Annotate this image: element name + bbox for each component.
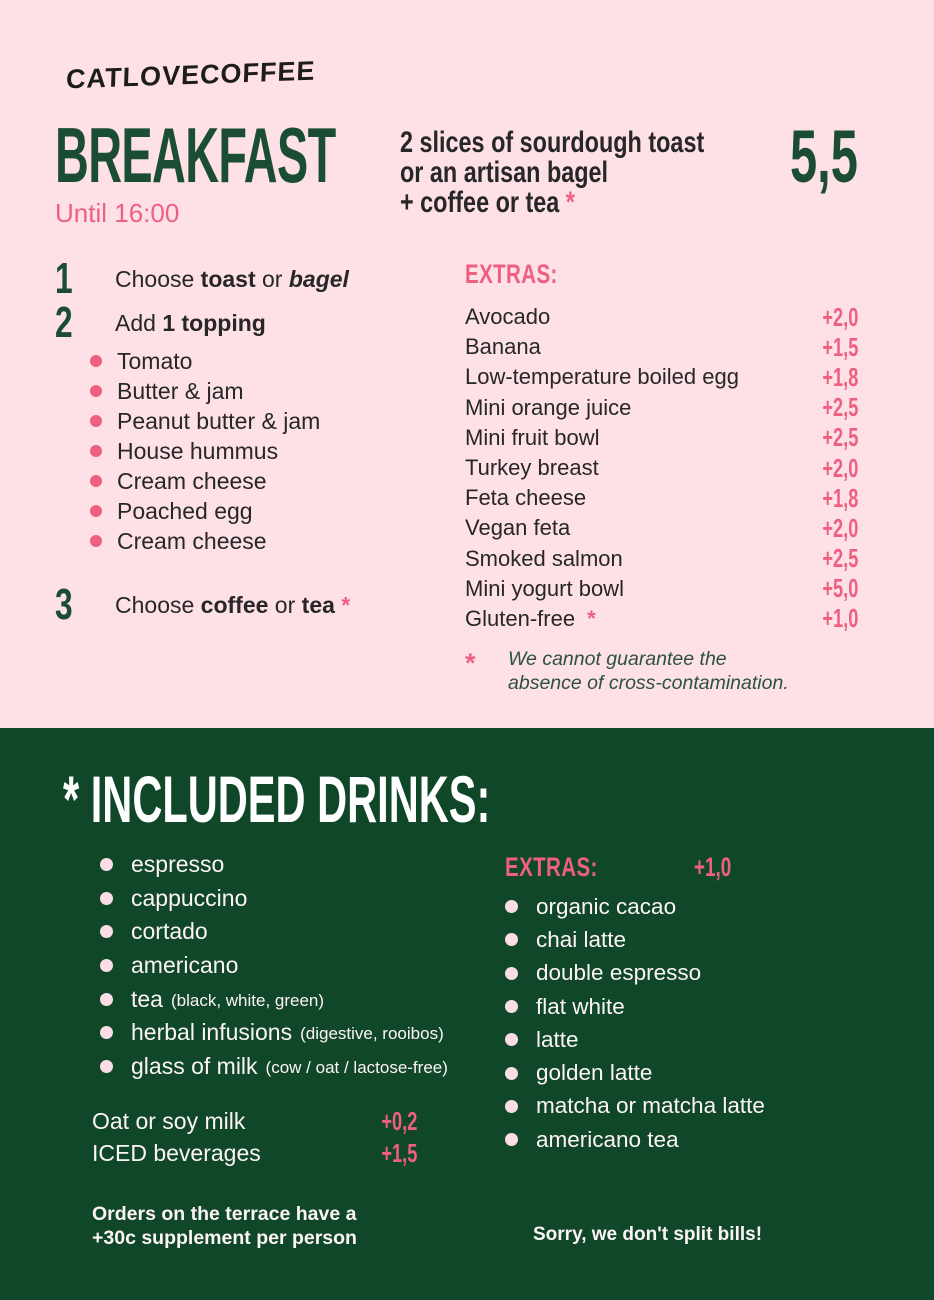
drink-variants-note: (black, white, green)	[170, 990, 325, 1010]
drink-extra-name: golden latte	[536, 1060, 653, 1086]
topping-label: Peanut butter & jam	[117, 407, 321, 434]
topping-list-item	[90, 346, 425, 376]
serving-hours: Until 16:00	[55, 198, 180, 228]
extras-row	[465, 332, 858, 362]
supplement-name: Oat or soy milk	[92, 1107, 246, 1134]
drink-name: americano	[131, 952, 239, 979]
bullet-dot-icon	[90, 415, 102, 427]
topping-label: Cream cheese	[117, 527, 267, 554]
bullet-dot-icon	[505, 933, 518, 946]
topping-label: Tomato	[117, 347, 193, 374]
included-drink-item	[100, 848, 448, 882]
drink-extra-name: organic cacao	[536, 893, 677, 919]
extra-price: +1,5	[822, 331, 858, 362]
drink-extras-price: +1,0	[693, 852, 731, 882]
drink-extra-name: americano tea	[536, 1126, 679, 1152]
extras-row	[465, 393, 858, 423]
bullet-dot-icon	[100, 925, 113, 938]
extra-price: +2,0	[822, 512, 858, 543]
step-1	[55, 254, 425, 303]
bullet-dot-icon	[90, 535, 102, 547]
drink-extra-item	[505, 1023, 805, 1056]
extras-row	[465, 302, 858, 332]
bullet-dot-icon	[90, 505, 102, 517]
extra-name: Avocado	[465, 304, 551, 330]
drink-extra-item	[505, 890, 805, 923]
step-3-number: 3	[55, 580, 73, 629]
extra-price: +1,0	[822, 603, 858, 634]
extras-price-list	[465, 302, 858, 634]
step-2	[55, 298, 425, 347]
terrace-supplement-note: Orders on the terrace have a +30c supplement per person	[92, 1203, 357, 1249]
breakfast-title-text: BREAKFAST	[55, 111, 336, 199]
extra-name: Turkey breast	[465, 455, 599, 481]
included-drink-item	[100, 882, 448, 916]
extras-heading: EXTRAS:	[465, 259, 558, 289]
extra-name: Banana	[465, 334, 541, 360]
footnote-asterisk: *	[465, 648, 476, 678]
bullet-dot-icon	[100, 959, 113, 972]
offer-line-3: + coffee or tea *	[400, 186, 575, 219]
step-3-text: Choose coffee or tea *	[115, 592, 351, 618]
drink-extras-heading: EXTRAS:	[505, 852, 598, 882]
bullet-dot-icon	[90, 475, 102, 487]
bullet-dot-icon	[505, 967, 518, 980]
offer-description	[400, 128, 790, 218]
step-1-text: Choose toast or bagel	[115, 266, 349, 292]
footnote-text: We cannot guarantee the absence of cross-contamination.	[508, 648, 789, 694]
drink-extra-item	[505, 957, 805, 990]
included-drink-item	[100, 949, 448, 983]
drink-name: tea	[131, 985, 163, 1012]
extra-price: +1,8	[822, 361, 858, 392]
drink-name: cortado	[131, 918, 208, 945]
drink-name: herbal infusions	[131, 1019, 293, 1046]
drink-extra-item	[505, 1123, 805, 1156]
step-2-number: 2	[55, 298, 73, 347]
extras-row	[465, 513, 858, 543]
extra-price: +2,5	[822, 422, 858, 453]
extra-name: Mini fruit bowl	[465, 424, 600, 450]
extra-name: Mini orange juice	[465, 394, 632, 420]
topping-label: Cream cheese	[117, 467, 267, 494]
bullet-dot-icon	[100, 1060, 113, 1073]
topping-list-item	[90, 526, 425, 556]
drink-extra-item	[505, 1056, 805, 1089]
extras-row	[465, 453, 858, 483]
topping-options-list	[90, 346, 425, 556]
supplement-name: ICED beverages	[92, 1140, 261, 1167]
extra-name: Vegan feta	[465, 515, 571, 541]
split-bills-note: Sorry, we don't split bills!	[533, 1224, 763, 1245]
bullet-dot-icon	[90, 445, 102, 457]
drink-extra-name: matcha or matcha latte	[536, 1093, 765, 1119]
supplement-row	[92, 1138, 417, 1171]
bullet-dot-icon	[505, 1000, 518, 1013]
ordering-steps	[55, 254, 425, 629]
extras-row	[465, 423, 858, 453]
topping-list-item	[90, 436, 425, 466]
drink-name: espresso	[131, 851, 225, 878]
topping-list-item	[90, 376, 425, 406]
drink-variants-note: (cow / oat / lactose-free)	[265, 1057, 448, 1077]
extra-name: Smoked salmon	[465, 545, 623, 571]
supplement-price: +0,2	[381, 1105, 417, 1136]
topping-label: Butter & jam	[117, 377, 244, 404]
drink-name: cappuccino	[131, 884, 248, 911]
step-1-number: 1	[55, 254, 73, 303]
footnote-asterisk: *	[565, 186, 575, 219]
extra-name: Low-temperature boiled egg	[465, 364, 739, 390]
extra-price: +2,5	[822, 392, 858, 423]
drink-name: glass of milk	[131, 1052, 258, 1079]
extra-price: +1,8	[822, 482, 858, 513]
extras-row	[465, 604, 858, 634]
bullet-dot-icon	[90, 355, 102, 367]
bullet-dot-icon	[100, 993, 113, 1006]
bullet-dot-icon	[100, 858, 113, 871]
extras-row	[465, 362, 858, 392]
bullet-dot-icon	[90, 385, 102, 397]
bullet-dot-icon	[505, 1133, 518, 1146]
extra-price: +2,5	[822, 543, 858, 574]
topping-label: Poached egg	[117, 497, 253, 524]
extra-name: Mini yogurt bowl	[465, 575, 624, 601]
drink-extras-header	[505, 852, 731, 882]
offer-line-1: 2 slices of sourdough toast	[400, 126, 705, 159]
bullet-dot-icon	[100, 892, 113, 905]
footnote-asterisk: *	[334, 592, 351, 618]
topping-list-item	[90, 466, 425, 496]
drink-extra-name: latte	[536, 1026, 579, 1052]
topping-list-item	[90, 496, 425, 526]
supplement-price: +1,5	[381, 1138, 417, 1169]
step-2-text: Add 1 topping	[115, 310, 266, 336]
drink-extra-name: flat white	[536, 993, 625, 1019]
included-drinks-section	[0, 728, 934, 1300]
drink-extra-item	[505, 923, 805, 956]
bullet-dot-icon	[100, 1026, 113, 1039]
brand-logo: CATLOVECOFFEE	[65, 55, 316, 95]
drink-extra-name: double espresso	[536, 960, 702, 986]
extras-row	[465, 544, 858, 574]
bullet-dot-icon	[505, 1033, 518, 1046]
footnote-asterisk: *	[581, 605, 596, 631]
extra-price: +2,0	[822, 301, 858, 332]
offer-price: 5,5	[790, 115, 858, 198]
breakfast-extras	[465, 260, 858, 634]
drink-extra-item	[505, 1090, 805, 1123]
topping-label: House hummus	[117, 437, 279, 464]
extra-price: +2,0	[822, 452, 858, 483]
included-drink-item	[100, 1050, 448, 1084]
step-3	[55, 580, 425, 629]
offer-line-2: or an artisan bagel	[400, 156, 609, 189]
drink-extra-name: chai latte	[536, 926, 627, 952]
bullet-dot-icon	[505, 1067, 518, 1080]
drink-extra-item	[505, 990, 805, 1023]
drink-extras	[505, 852, 765, 1156]
extra-name: Gluten-free *	[465, 605, 596, 631]
topping-list-item	[90, 406, 425, 436]
included-drink-item	[100, 982, 448, 1016]
included-drinks-heading: * INCLUDED DRINKS:	[63, 762, 491, 836]
included-drink-item	[100, 1016, 448, 1050]
extras-row	[465, 483, 858, 513]
extra-name: Feta cheese	[465, 485, 587, 511]
cross-contamination-footnote	[465, 648, 875, 695]
drink-extras-list	[505, 890, 805, 1156]
bullet-dot-icon	[505, 1100, 518, 1113]
extra-price: +5,0	[822, 573, 858, 604]
drink-variants-note: (digestive, rooibos)	[300, 1024, 444, 1044]
bullet-dot-icon	[505, 900, 518, 913]
milk-supplements	[92, 1105, 417, 1170]
included-drink-item	[100, 915, 448, 949]
supplement-row	[92, 1105, 417, 1138]
included-drinks-list	[100, 848, 448, 1083]
extras-row	[465, 574, 858, 604]
